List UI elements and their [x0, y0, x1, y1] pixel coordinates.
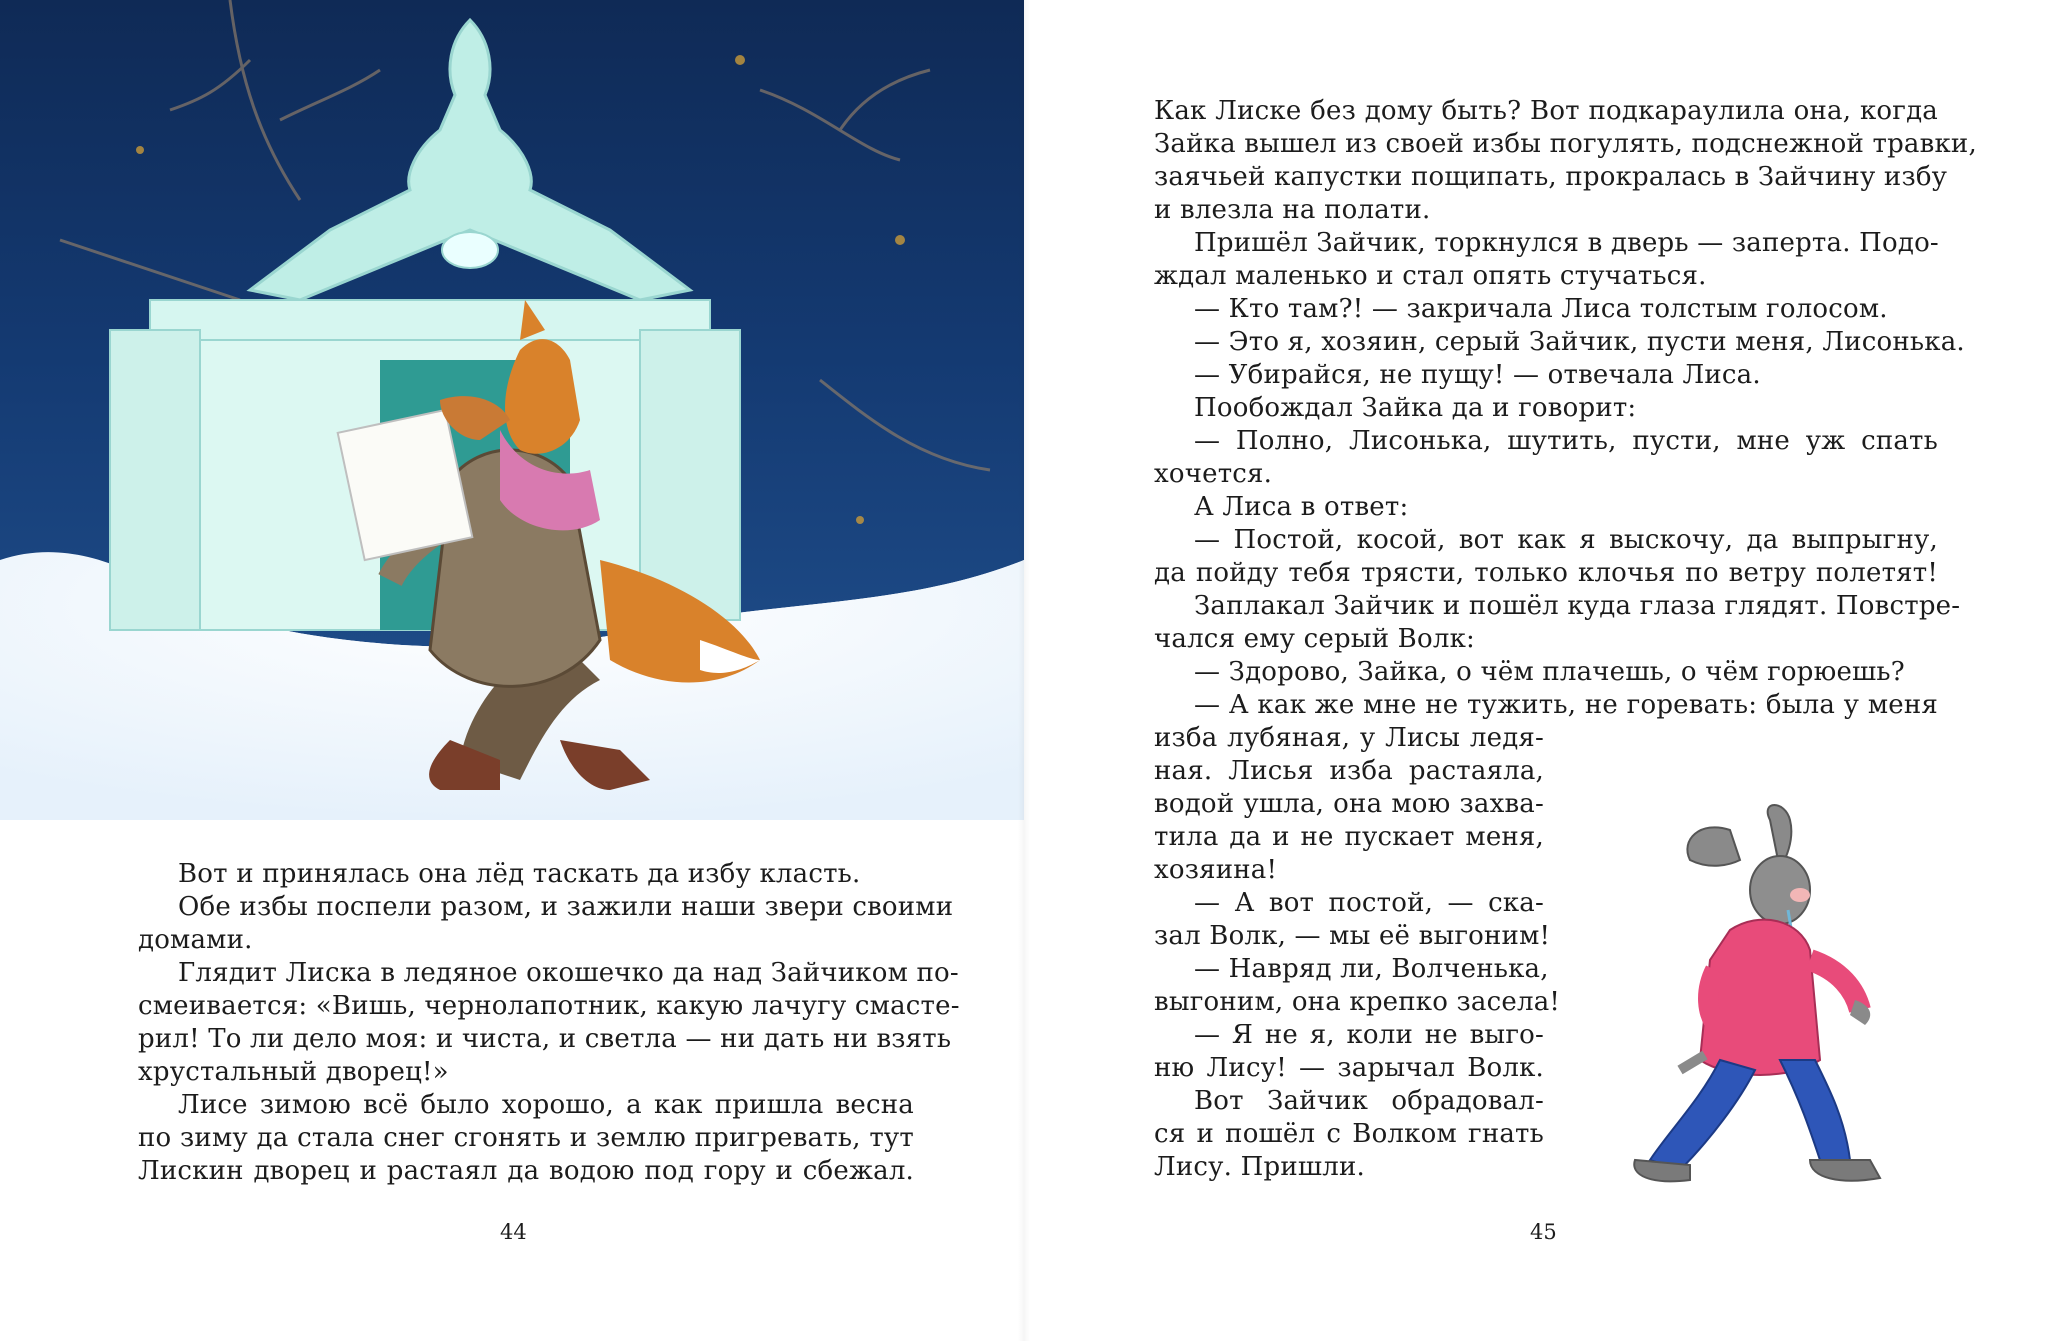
text-line: тила да и не пускает меня,: [1154, 822, 1544, 852]
text-line: ная. Лисья изба растаяла,: [1154, 756, 1544, 786]
fox-ice-house-illustration: [0, 0, 1024, 820]
text-line: и влезла на полати.: [1154, 195, 1431, 225]
text-line: хочется.: [1154, 459, 1273, 489]
text-line: Вот Зайчик обрадовал-: [1194, 1086, 1544, 1116]
text-line: зал Волк, — мы её выгоним!: [1154, 921, 1551, 951]
fox-ice-house-illustration-art: [0, 0, 1024, 820]
text-line: заячьей капустки пощипать, прокралась в Зайчину избу: [1154, 162, 1948, 192]
text-line: Обе избы поспели разом, и зажили наши звери своими: [178, 892, 954, 922]
text-line: Лискин дворец и растаял да водою под гору и сбежал.: [138, 1156, 914, 1186]
text-line: — Здорово, Зайка, о чём плачешь, о чём горюешь?: [1194, 657, 1905, 687]
text-line: смеивается: «Вишь, чернолапотник, какую лачугу смасте-: [138, 991, 960, 1021]
text-line: Пообождал Зайка да и говорит:: [1194, 393, 1637, 423]
right-page-text: [1154, 95, 1977, 722]
text-line: Вот и принялась она лёд таскать да избу класть.: [178, 859, 861, 889]
text-line: хозяина!: [1154, 855, 1278, 885]
text-line: да пойду тебя трясти, только клочья по ветру полетят!: [1154, 558, 1938, 588]
text-line: Лисе зимою всё было хорошо, а как пришла весна: [178, 1090, 914, 1120]
text-line: изба лубяная, у Лисы ледя-: [1154, 723, 1544, 753]
text-line: — Навряд ли, Волченька,: [1194, 954, 1549, 984]
text-line: — Я не я, коли не выго-: [1194, 1020, 1544, 1050]
text-line: Лису. Пришли.: [1154, 1152, 1365, 1182]
text-line: ню Лису! — зарычал Волк.: [1154, 1053, 1544, 1083]
text-line: по зиму да стала снег сгонять и землю пригревать, тут: [138, 1123, 914, 1153]
text-line: Как Лиске без дому быть? Вот подкараулила она, когда: [1154, 96, 1938, 126]
text-line: ся и пошёл с Волком гнать: [1154, 1119, 1544, 1149]
text-line: домами.: [138, 925, 253, 955]
text-line: — Это я, хозяин, серый Зайчик, пусти меня, Лисонька.: [1194, 327, 1965, 357]
text-line: — Полно, Лисонька, шутить, пусти, мне уж спать: [1194, 426, 1938, 456]
text-line: — А как же мне не тужить, не горевать: была у меня: [1194, 690, 1938, 720]
text-line: рил! То ли дело моя: и чиста, и светла — ни дать ни взять: [138, 1024, 952, 1054]
text-line: А Лиса в ответ:: [1194, 492, 1409, 522]
text-line: — А вот постой, — ска-: [1194, 888, 1544, 918]
crying-hare-illustration-art: [1610, 800, 1940, 1200]
text-line: водой ушла, она мою захва-: [1154, 789, 1544, 819]
text-line: — Убирайся, не пущу! — отвечала Лиса.: [1194, 360, 1761, 390]
page-number: 44: [500, 1220, 527, 1244]
text-line: — Постой, косой, вот как я выскочу, да выпрыгну,: [1194, 525, 1938, 555]
text-line: чался ему серый Волк:: [1154, 624, 1475, 654]
left-page-text: [138, 858, 960, 1188]
text-line: Глядит Лиска в ледяное окошечко да над Зайчиком по-: [178, 958, 959, 988]
right-page-narrow-text: [1154, 722, 1561, 1184]
text-line: Пришёл Зайчик, торкнулся в дверь — заперта. Подо-: [1194, 228, 1939, 258]
text-line: хрустальный дворец!»: [138, 1057, 449, 1087]
text-line: выгоним, она крепко засела!: [1154, 987, 1561, 1017]
text-line: ждал маленько и стал опять стучаться.: [1154, 261, 1707, 291]
text-line: — Кто там?! — закричала Лиса толстым голосом.: [1194, 294, 1888, 324]
page-number: 45: [1530, 1220, 1557, 1244]
text-line: Зайка вышел из своей избы погулять, подснежной травки,: [1154, 129, 1977, 159]
text-line: Заплакал Зайчик и пошёл куда глаза глядят. Повстре-: [1194, 591, 1961, 621]
crying-hare-illustration: [1610, 800, 1940, 1200]
